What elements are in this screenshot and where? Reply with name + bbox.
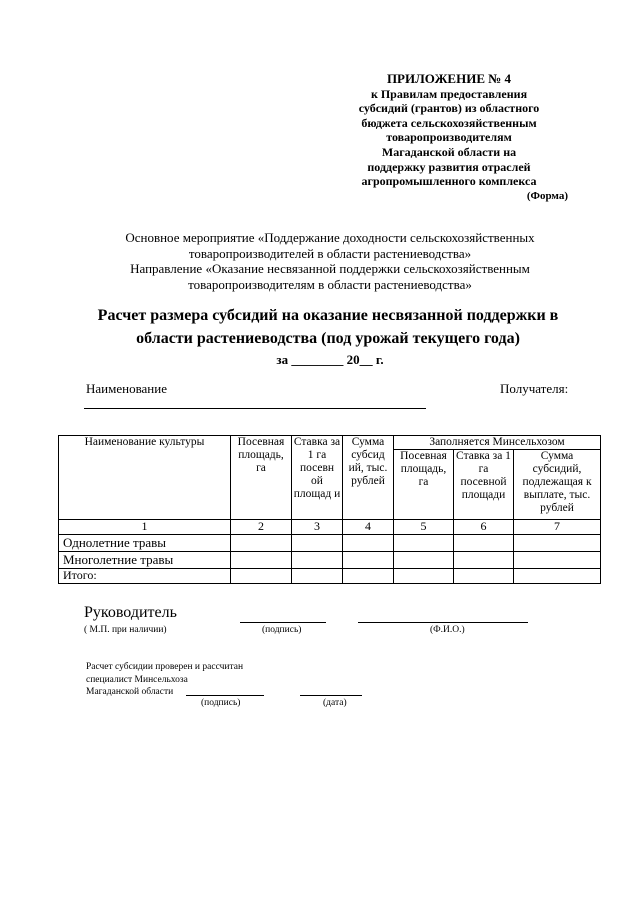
verification-line: Магаданской области bbox=[86, 687, 174, 697]
verification-date-caption: (дата) bbox=[323, 698, 347, 708]
recipient-name-line bbox=[84, 408, 426, 409]
table-cell[interactable] bbox=[292, 569, 343, 584]
form-label: (Форма) bbox=[526, 189, 568, 202]
appendix-line: агропромышленного комплекса bbox=[361, 174, 537, 189]
column-number: 2 bbox=[231, 520, 292, 535]
column-number: 4 bbox=[343, 520, 394, 535]
row-label: Итого: bbox=[59, 569, 231, 584]
table-cell[interactable] bbox=[454, 569, 514, 584]
verification-date-line[interactable] bbox=[300, 695, 362, 696]
table-cell[interactable] bbox=[231, 552, 292, 569]
table-cell[interactable] bbox=[292, 535, 343, 552]
header-crop-name: Наименование культуры bbox=[59, 436, 231, 520]
table-row bbox=[59, 569, 601, 584]
table-cell[interactable] bbox=[292, 552, 343, 569]
header-sown-area: Посевная площадь, га bbox=[231, 436, 292, 520]
header-ministry-payable: Сумма субсидий, подлежащая к выплате, тыс. рублей bbox=[514, 450, 601, 520]
manager-fio-line[interactable] bbox=[358, 622, 528, 623]
event-line: Основное мероприятие «Поддержание доходности сельскохозяйственных bbox=[125, 230, 535, 245]
appendix-line: Магаданской области на bbox=[381, 144, 517, 159]
heading-line-2: области растениеводства (под урожай текущего года) bbox=[136, 330, 520, 347]
verification-note bbox=[86, 661, 243, 699]
event-line: товаропроизводителей в области растениеводства» bbox=[188, 245, 472, 261]
header-amount: Сумма субсид ий, тыс. рублей bbox=[343, 436, 394, 520]
table-cell[interactable] bbox=[231, 535, 292, 552]
table-cell[interactable] bbox=[343, 535, 394, 552]
table-cell[interactable] bbox=[394, 569, 454, 584]
table-cell[interactable] bbox=[394, 535, 454, 552]
recipient-label: Получателя: bbox=[500, 381, 569, 396]
table-row bbox=[59, 535, 601, 552]
table-cell[interactable] bbox=[231, 569, 292, 584]
manager-fio-caption: (Ф.И.О.) bbox=[430, 625, 465, 635]
table-cell[interactable] bbox=[454, 552, 514, 569]
table-cell[interactable] bbox=[514, 569, 601, 584]
event-line: Направление «Оказание несвязанной поддержки сельскохозяйственным bbox=[130, 261, 530, 277]
verification-line: Расчет субсидии проверен и рассчитан bbox=[86, 662, 244, 672]
header-ministry-group: Заполняется Минсельхозом bbox=[394, 436, 601, 450]
period-field: за ________ 20__ г. bbox=[276, 352, 384, 367]
column-number: 6 bbox=[454, 520, 514, 535]
row-label: Многолетние травы bbox=[59, 552, 231, 569]
subsidy-table bbox=[58, 435, 601, 584]
table-cell[interactable] bbox=[514, 552, 601, 569]
column-number: 3 bbox=[292, 520, 343, 535]
appendix-line: субсидий (грантов) из областного bbox=[358, 101, 540, 116]
verifier-signature-caption: (подпись) bbox=[201, 698, 241, 708]
header-ministry-rate: Ставка за 1 га посевной площади bbox=[454, 450, 514, 520]
appendix-line: товаропроизводителям bbox=[386, 130, 512, 145]
manager-signature-line[interactable] bbox=[240, 622, 326, 623]
column-number: 5 bbox=[394, 520, 454, 535]
verifier-signature-line[interactable] bbox=[186, 695, 264, 696]
appendix-line: бюджета сельскохозяйственным bbox=[361, 115, 537, 130]
manager-signature-caption: (подпись) bbox=[262, 625, 302, 635]
table-cell[interactable] bbox=[454, 535, 514, 552]
column-number: 1 bbox=[59, 520, 231, 535]
column-number: 7 bbox=[514, 520, 601, 535]
appendix-title: ПРИЛОЖЕНИЕ № 4 bbox=[386, 71, 512, 86]
appendix-block bbox=[330, 72, 568, 203]
header-rate: Ставка за 1 га посевн ой площад и bbox=[292, 436, 343, 520]
table-row bbox=[59, 552, 601, 569]
stamp-note: ( М.П. при наличии) bbox=[84, 625, 167, 635]
table-cell[interactable] bbox=[343, 552, 394, 569]
appendix-line: к Правилам предоставления bbox=[370, 86, 528, 101]
heading-line-1: Расчет размера субсидий на оказание несвязанной поддержки в bbox=[97, 307, 559, 324]
recipient-name-label: Наименование bbox=[86, 381, 167, 396]
event-description bbox=[90, 230, 570, 292]
document-heading bbox=[80, 304, 576, 350]
appendix-line: поддержку развития отраслей bbox=[367, 159, 531, 174]
manager-label: Руководитель bbox=[84, 604, 177, 621]
table-cell[interactable] bbox=[394, 552, 454, 569]
event-line: товаропроизводителям в области растениеводства» bbox=[188, 276, 472, 292]
header-ministry-sown-area: Посевная площадь, га bbox=[394, 450, 454, 520]
verification-line: специалист Минсельхоза bbox=[86, 674, 188, 685]
row-label: Однолетние травы bbox=[59, 535, 231, 552]
table-cell[interactable] bbox=[514, 535, 601, 552]
table-cell[interactable] bbox=[343, 569, 394, 584]
